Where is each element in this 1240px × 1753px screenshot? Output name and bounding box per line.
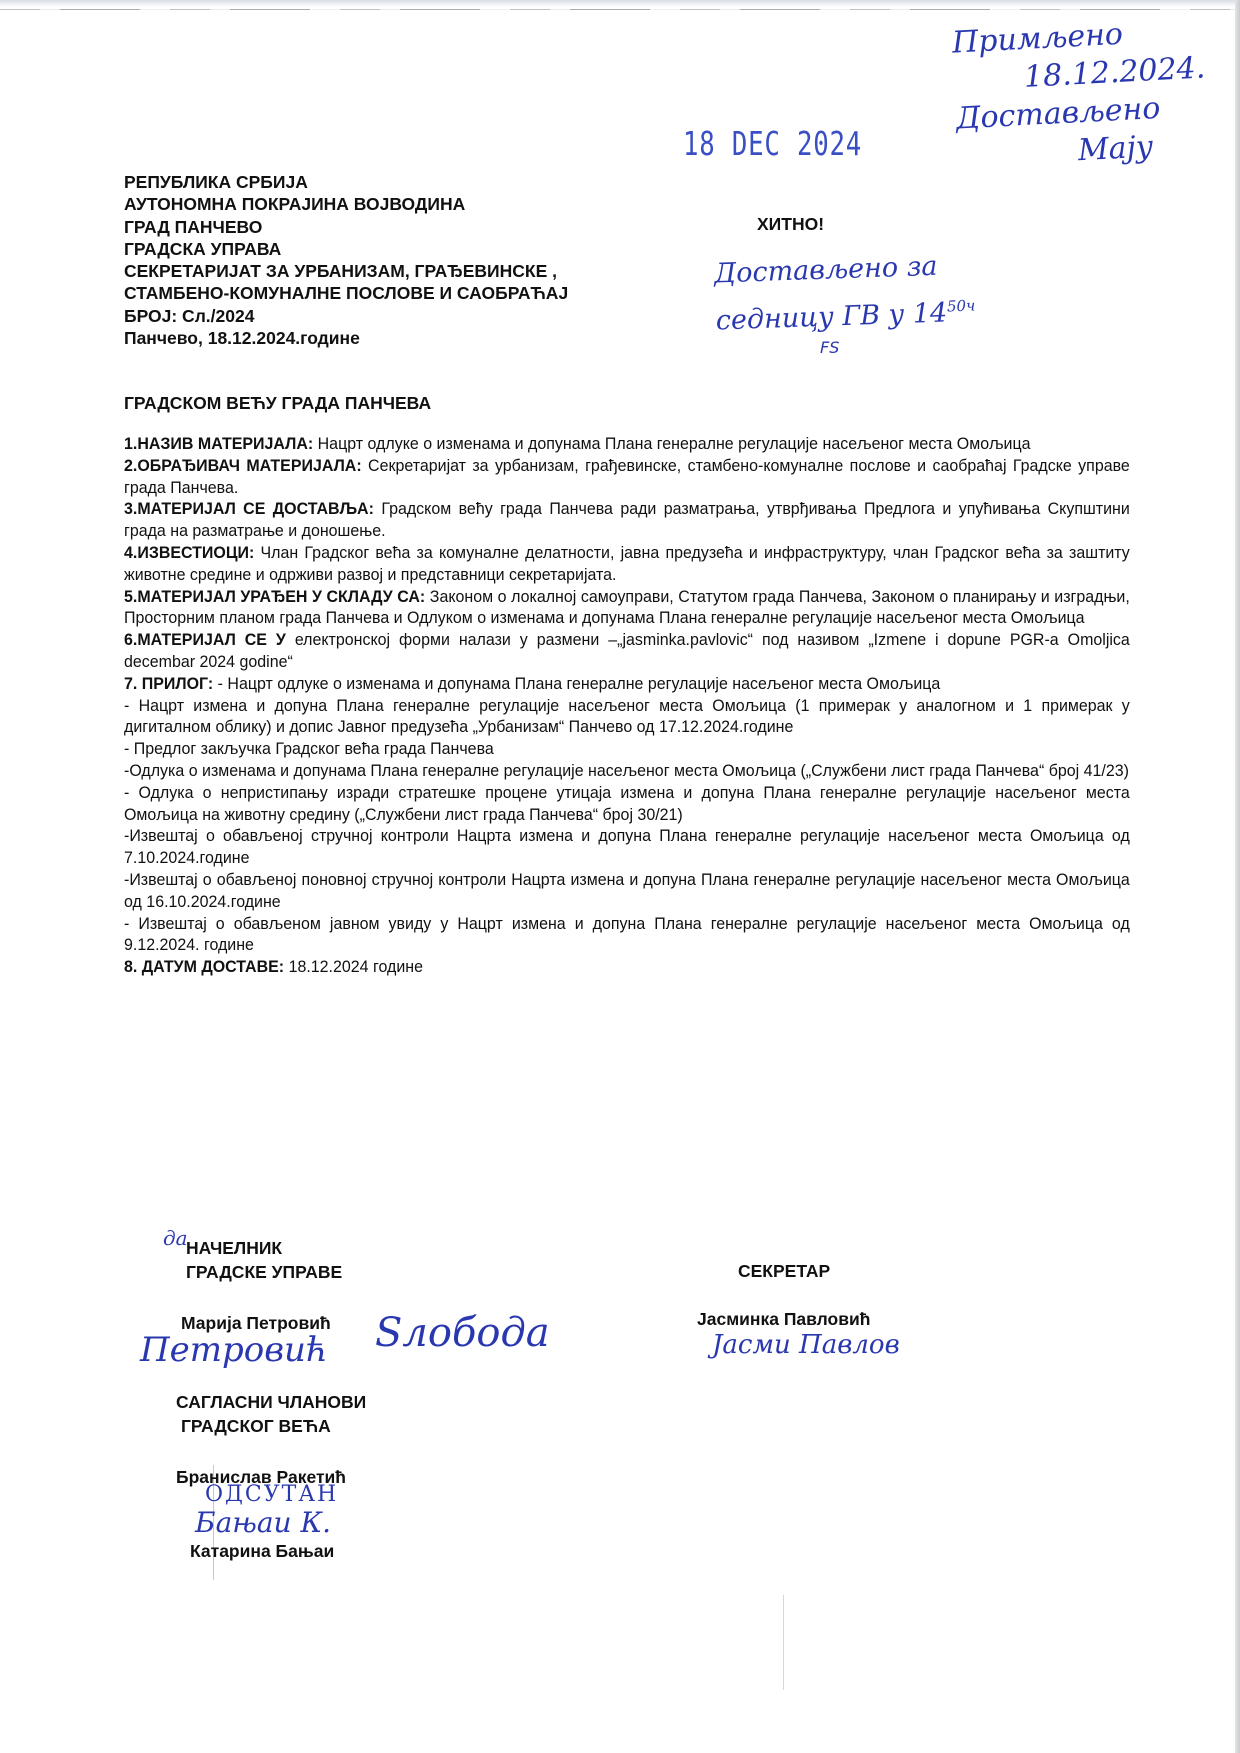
attachment-item: - Извештај о обављеном јавном увиду у Нацрт измена и допуна Плана генералне регулације насељеног места Омољица од 9.12.2024. године bbox=[124, 913, 1130, 955]
signatory-title: СЕКРЕТАР bbox=[738, 1261, 831, 1281]
signature: Петровић bbox=[140, 1330, 328, 1370]
letterhead-line: СЕКРЕТАРИЈАТ ЗА УРБАНИЗАМ, ГРАЂЕВИНСКЕ , bbox=[124, 261, 557, 282]
signature: Бањаи К. bbox=[195, 1506, 332, 1539]
document-body bbox=[124, 433, 1130, 978]
letterhead-line: РЕПУБЛИКА СРБИЈА bbox=[124, 172, 308, 192]
item-label: 2.ОБРАЂИВАЧ МАТЕРИЈАЛА: bbox=[124, 455, 362, 475]
item-7 bbox=[124, 673, 1130, 695]
scan-artifact-line bbox=[783, 1595, 784, 1690]
signature: Јасми Павлов bbox=[712, 1330, 900, 1360]
signature: Ѕлобода bbox=[375, 1310, 550, 1356]
handwritten-line: Мају bbox=[1077, 129, 1155, 169]
attachment-item: -Одлука о изменама и допунама Плана генералне регулације насељеног места Омољица („Службени лист града Панчева“ број 41/23) bbox=[124, 760, 1129, 780]
document-number: БРОЈ: Сл./2024 bbox=[124, 305, 255, 326]
item-2 bbox=[124, 455, 1130, 499]
recipient: ГРАДСКОМ ВЕЋУ ГРАДА ПАНЧЕВА bbox=[124, 393, 432, 413]
council-title: ГРАДСКОГ ВЕЋА bbox=[181, 1416, 331, 1436]
handwritten-line: Примљено bbox=[951, 16, 1124, 61]
letterhead-line: ГРАДСКА УПРАВА bbox=[124, 238, 282, 259]
item-text: Члан Градског већа за комуналне делатности, јавна предузећа и инфраструктуру, члан Градског већа за заштиту животне средине и одрживи развој и представници секретаријата. bbox=[124, 542, 1130, 584]
item-text: Градском већу града Панчева ради разматрања, утврђивања Предлога и упућивања Скупштини града на разматрање и доношење. bbox=[124, 499, 1130, 541]
item-text: 18.12.2024 године bbox=[284, 957, 423, 977]
signatory-title: ГРАДСКЕ УПРАВЕ bbox=[186, 1262, 343, 1282]
letterhead-line: АУТОНОМНА ПОКРАЈИНА ВОЈВОДИНА bbox=[124, 194, 466, 215]
document-date: Панчево, 18.12.2024.године bbox=[124, 328, 360, 349]
item-label: 7. ПРИЛОГ: bbox=[124, 673, 214, 693]
council-member-name: Бранислав Ракетић bbox=[176, 1467, 346, 1487]
handwritten-absent-note: ОДСУТАН bbox=[205, 1482, 339, 1507]
item-5 bbox=[124, 586, 1130, 630]
item-text: Нацрт одлуке о изменама и допунама Плана генералне регулације насељеног места Омољица bbox=[313, 434, 1031, 453]
handwritten-line: Достављено за bbox=[713, 250, 939, 290]
signatory-title: НАЧЕЛНИК bbox=[186, 1238, 283, 1258]
scan-edge-top bbox=[0, 0, 1240, 8]
attachment-item: - Нацрт измена и допуна Плана генералне регулације насељеног места Омољица (1 примерак у аналогном и 1 примерак у дигиталном облику) и допис Јавног предузећа „Урбанизам“ Панчево од 17.12.2024.године bbox=[124, 695, 1130, 737]
urgent-label: ХИТНО! bbox=[757, 214, 825, 234]
item-4 bbox=[124, 542, 1130, 586]
council-title: САГЛАСНИ ЧЛАНОВИ bbox=[176, 1392, 367, 1412]
handwritten-time: 50ч bbox=[946, 296, 976, 316]
attachment-item: -Извештај о обављеној поновној стручној контроли Нацрта измена и допуна Плана генералне регулације насељеног места Омољица од 16.10.2024.године bbox=[124, 869, 1130, 911]
handwritten-initials: FS bbox=[820, 338, 840, 357]
item-text: Секретаријат за урбанизам, грађевинске, стамбено-комуналне послове и саобраћај Градске управе града Панчева. bbox=[124, 455, 1130, 497]
item-8 bbox=[124, 956, 1130, 978]
item-label: 4.ИЗВЕСТИОЦИ: bbox=[124, 542, 255, 562]
scan-edge-right bbox=[1235, 0, 1240, 1753]
signatory-name: Јасминка Павловић bbox=[697, 1309, 871, 1329]
attachment-item: - Одлука о непристипању изради стратешке процене утицаја измена и допуна Плана генералне регулације насељеног места Омољица на животну средину („Службени лист града Панчева“ број 30/21) bbox=[124, 782, 1130, 824]
council-member-name: Катарина Бањаи bbox=[190, 1541, 335, 1561]
scan-edge-line bbox=[0, 9, 1240, 10]
item-label: 3.МАТЕРИЈАЛ СЕ ДОСТАВЉА: bbox=[124, 499, 374, 519]
letterhead-line: СТАМБЕНО-КОМУНАЛНЕ ПОСЛОВЕ И САОБРАЋАЈ bbox=[124, 283, 569, 304]
item-text: - Нацрт одлуке о изменама и допунама Плана генералне регулације насељеног места Омољица bbox=[213, 673, 941, 693]
attachment-item: -Извештај о обављеној стручној контроли Нацрта измена и допуна Плана генералне регулације насељеног места Омољица од 7.10.2024.године bbox=[124, 826, 1130, 868]
handwritten-initials: да bbox=[163, 1226, 188, 1250]
item-label: 5.МАТЕРИЈАЛ УРАЂЕН У СКЛАДУ СА: bbox=[124, 586, 426, 606]
item-label: 1.НАЗИВ МАТЕРИЈАЛА: bbox=[124, 434, 314, 453]
letterhead-line: ГРАД ПАНЧЕВО bbox=[124, 216, 263, 237]
letterhead bbox=[124, 171, 568, 349]
item-6 bbox=[124, 629, 1130, 673]
item-1 bbox=[124, 433, 1130, 455]
handwritten-received-note bbox=[951, 12, 1210, 177]
handwritten-line: 18.12.2024. bbox=[1023, 50, 1207, 95]
signatory-name: Марија Петровић bbox=[181, 1313, 331, 1333]
handwritten-line: Достављено bbox=[955, 90, 1162, 137]
handwritten-line: седницу ГВ у 14 bbox=[715, 297, 948, 337]
item-3 bbox=[124, 498, 1130, 542]
handwritten-delivered-note bbox=[714, 245, 977, 341]
item-label: 8. ДАТУМ ДОСТАВЕ: bbox=[124, 957, 285, 977]
item-text: електронској форми налази у размени –„jasminka.pavlovic“ под називом „Izmene i dopune PGR-a Omoljica decembar 2024 godine“ bbox=[124, 630, 1130, 671]
item-label: 6.МАТЕРИЈАЛ СЕ У bbox=[124, 630, 286, 650]
item-text: Законом о локалној самоуправи, Статутом града Панчева, Законом о планирању и изградњи, Просторним планом града Панчева и Одлуком о изменама и допунама Плана генералне регулације насељеног места Омољица bbox=[124, 586, 1130, 628]
attachment-item: - Предлог закључка Градског већа града Панчева bbox=[124, 739, 494, 759]
date-stamp: 18 DEC 2024 bbox=[683, 124, 863, 163]
